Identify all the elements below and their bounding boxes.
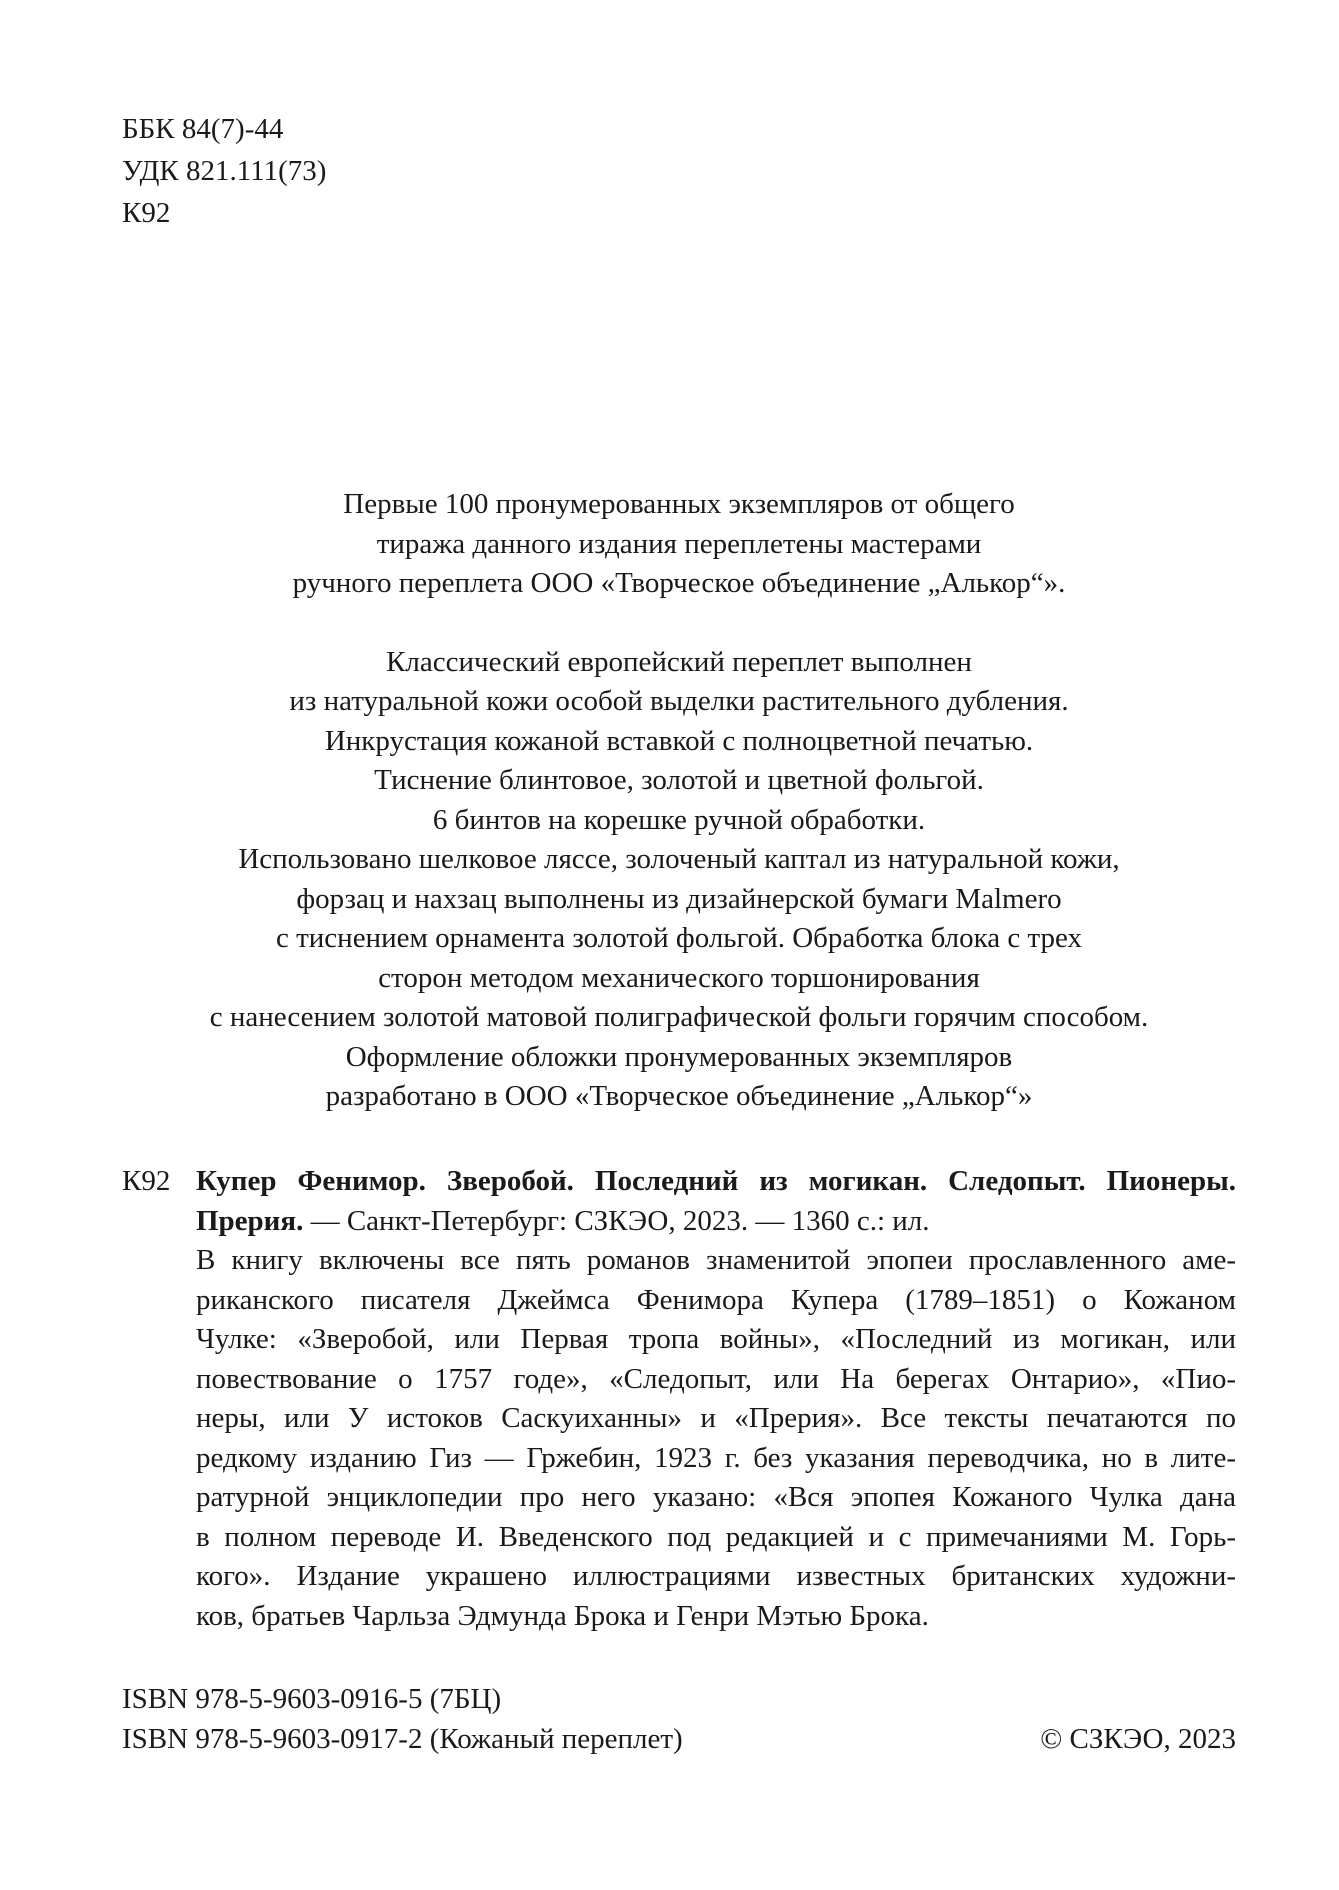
annotation-line: неры, или У истоков Саскуиханны» и «Прерия». Все тексты печатаются по: [196, 1402, 1236, 1434]
annotation-line: В книгу включены все пять романов знаменитой эпопеи прославленного аме-: [196, 1244, 1236, 1276]
biblio-title: [196, 1162, 1236, 1241]
annotation: [196, 1241, 1236, 1636]
biblio-title-line: Купер Фенимор. Зверобой. Последний из могикан. Следопыт. Пионеры.: [196, 1165, 1236, 1197]
annotation-line: Чулке: «Зверобой, или Первая тропа войны», «Последний из могикан, или: [196, 1323, 1236, 1355]
biblio-imprint: — Санкт-Петербург: СЗКЭО, 2023. — 1360 с.: ил.: [303, 1204, 930, 1237]
udk-code: УДК 821.111(73): [122, 155, 327, 187]
notice-line: с тиснением орнамента золотой фольгой. Обработка блока с трех: [275, 922, 1083, 954]
notice-line: ручного переплета ООО «Творческое объединение „Алькор“».: [292, 567, 1066, 599]
copyright-notice: © СЗКЭО, 2023: [1040, 1722, 1236, 1755]
annotation-line: в полном переводе И. Введенского под редакцией и с примечаниями М. Горь-: [196, 1520, 1236, 1553]
notice-paragraph-1: [122, 485, 1236, 604]
annotation-line: риканского писателя Джеймса Фенимора Купера (1789–1851) о Кожаном: [196, 1283, 1236, 1316]
isbn-block: [122, 1680, 1236, 1759]
author-mark: К92: [122, 197, 171, 229]
biblio-heading: [122, 1162, 1236, 1241]
notice-line: Первые 100 пронумерованных экземпляров от общего: [343, 488, 1015, 520]
annotation-line: ков, братьев Чарльза Эдмунда Брока и Генри Мэтью Брока.: [196, 1599, 929, 1632]
notice-line: 6 бинтов на корешке ручной обработки.: [432, 803, 926, 836]
notice-line: разработано в ООО «Творческое объединение „Алькор“»: [325, 1080, 1033, 1112]
notice-line: Оформление обложки пронумерованных экземпляров: [345, 1040, 1013, 1073]
annotation-line: повествование о 1757 годе», «Следопыт, или На берегах Онтарио», «Пио-: [196, 1362, 1236, 1395]
isbn-leather-binding: ISBN 978-5-9603-0917-2 (Кожаный переплет): [122, 1722, 683, 1755]
biblio-title-line-2: [196, 1202, 1236, 1242]
notice-line: Тиснение блинтовое, золотой и цветной фольгой.: [374, 764, 984, 796]
annotation-line: ратурной энциклопедии про него указано: «Вся эпопея Кожаного Чулка дана: [196, 1481, 1236, 1513]
notice-paragraph-2: [122, 643, 1236, 1117]
notice-line: Классический европейский переплет выполнен: [386, 645, 972, 678]
classification-block: [122, 108, 326, 234]
notice-line: Инкрустация кожаной вставкой с полноцветной печатью.: [324, 724, 1034, 757]
bibliographic-record: [122, 1162, 1236, 1636]
biblio-title-end: Прерия.: [196, 1204, 304, 1237]
annotation-line: кого». Издание украшено иллюстрациями известных британских художни-: [196, 1560, 1236, 1592]
notice-line: Использовано шелковое ляссе, золоченый каптал из натуральной кожи,: [238, 843, 1120, 875]
notice-line: тиража данного издания переплетены мастерами: [376, 527, 982, 560]
bbk-code: ББК 84(7)-44: [122, 113, 284, 145]
notice-line: из натуральной кожи особой выделки растительного дубления.: [289, 685, 1069, 717]
notice-line: с нанесением золотой матовой полиграфической фольги горячим способом.: [209, 1001, 1149, 1033]
edition-notice: [122, 485, 1236, 1156]
notice-line: форзац и нахзац выполнены из дизайнерской бумаги Malmero: [296, 882, 1062, 915]
notice-line: сторон методом механического торшонирования: [378, 961, 980, 994]
biblio-code: К92: [122, 1165, 171, 1197]
annotation-line: редкому изданию Гиз — Гржебин, 1923 г. без указания переводчика, но в лите-: [196, 1441, 1236, 1474]
isbn-binding-7bc: ISBN 978-5-9603-0916-5 (7БЦ): [122, 1683, 502, 1715]
